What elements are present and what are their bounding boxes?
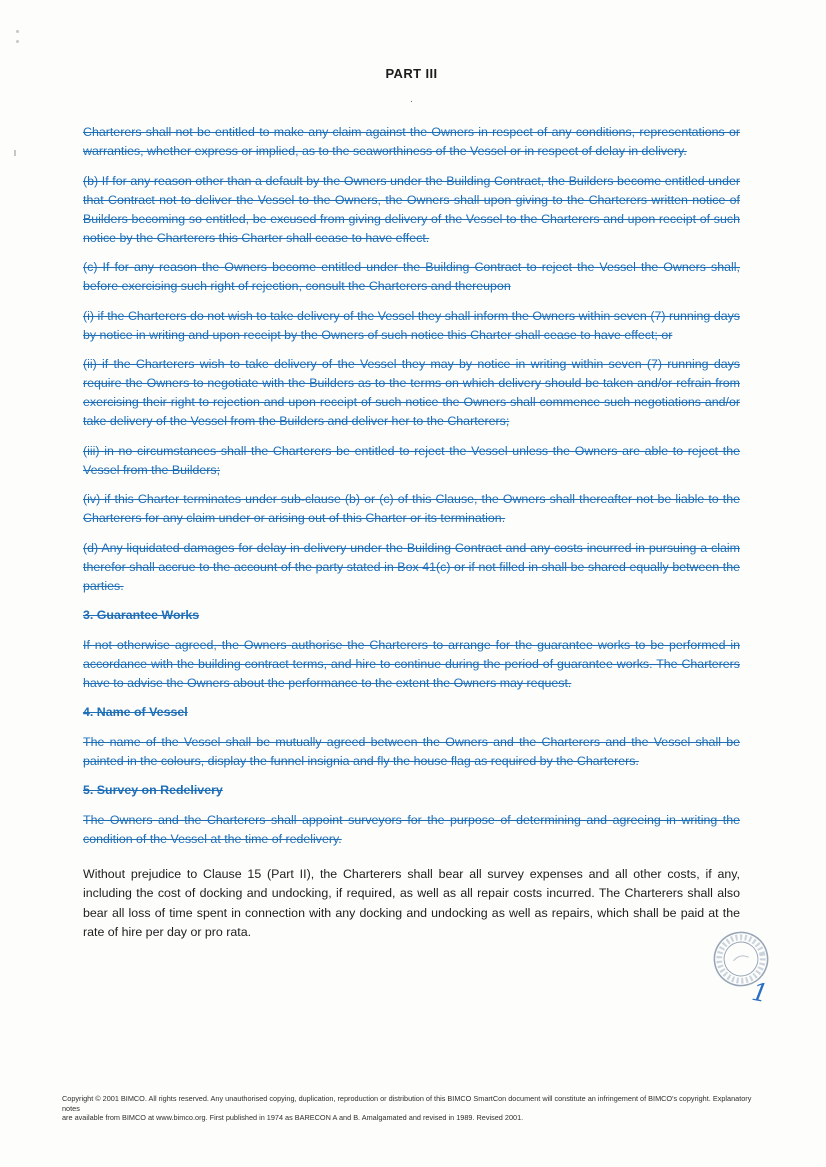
copyright-footer-line-1: Copyright © 2001 BIMCO. All rights reserved. Any unauthorised copying, duplication, reproduction or distribution of this BIMCO SmartCon document will constitute an infringement of BIMCO's copyright. Explanatory notes — [62, 1094, 752, 1113]
active-clause-paragraph: Without prejudice to Clause 15 (Part II), the Charterers shall bear all survey expenses and all other costs, if any, including the cost of docking and undocking, if required, as well as all repair costs incurred. The Charterers shall also bear all loss of time spent in connection with any docking and undocking as well as repairs, which shall be paid at the rate of hire per day or pro rata. — [83, 866, 740, 939]
clause-paragraph-guarantee-works: If not otherwise agreed, the Owners authorise the Charterers to arrange for the guarantee works to be performed in accordance with the building contract terms, and hire to continue during the period of guarantee works. The Charterers have to advise the Owners about the performance to the extent the Owners may request. — [83, 637, 740, 690]
scan-artifact — [14, 150, 16, 156]
scan-artifact — [16, 30, 19, 33]
document-body — [83, 66, 740, 943]
section-heading-survey-on-redelivery: 5. Survey on Redelivery — [83, 783, 223, 797]
section-heading-guarantee-works: 3. Guarantee Works — [83, 608, 200, 622]
clause-paragraph-c: (c) If for any reason the Owners become entitled under the Building Contract to reject the Vessel the Owners shall, before exercising such right of rejection, consult the Charterers and thereupon — [83, 260, 740, 293]
clause-paragraph-survey-on-redelivery: The Owners and the Charterers shall appoint surveyors for the purpose of determining and agreeing in writing the condition of the Vessel at the time of redelivery. — [83, 812, 740, 846]
handwritten-page-mark: 1 — [749, 976, 771, 1009]
clause-paragraph-intro: Charterers shall not be entitled to make any claim against the Owners in respect of any conditions, representations or warranties, whether express or implied, as to the seaworthiness of the Vessel or in respect of delay in delivery. — [83, 125, 740, 158]
section-heading-name-of-vessel: 4. Name of Vessel — [83, 705, 188, 719]
clause-paragraph-d: (d) Any liquidated damages for delay in delivery under the Building Contract and any costs incurred in pursuing a claim therefor shall accrue to the account of the party stated in Box 41(c) or if not filled in shall be shared equally between the parties. — [83, 540, 740, 593]
clause-paragraph-c-iii: (iii) in no circumstances shall the Charterers be entitled to reject the Vessel unless the Owners are able to reject the Vessel from the Builders; — [83, 443, 740, 477]
clause-paragraph-c-iv: (iv) if this Charter terminates under sub-clause (b) or (c) of this Clause, the Owners shall thereafter not be liable to the Charterers for any claim under or arising out of this Charter or its termination. — [83, 492, 740, 525]
clause-paragraph-c-ii: (ii) if the Charterers wish to take delivery of the Vessel they may by notice in writing within seven (7) running days require the Owners to negotiate with the Builders as to the terms on which delivery should be taken and/or refrain from exercising their right to rejection and upon receipt of such notice the Owners shall commence such negotiations and/or take delivery of the Vessel from the Builders and deliver her to the Charterers; — [83, 357, 740, 428]
clause-paragraph-c-i: (i) if the Charterers do not wish to take delivery of the Vessel they shall inform the Owners within seven (7) running days by notice in writing and upon receipt by the Owners of such notice this Charter shall cease to have effect; or — [83, 308, 740, 342]
clause-paragraph-name-of-vessel: The name of the Vessel shall be mutually agreed between the Owners and the Charterers and the Vessel shall be painted in the colours, display the funnel insignia and fly the house flag as required by the Charterers. — [83, 734, 740, 768]
copyright-footer — [62, 1094, 768, 1123]
copyright-footer-line-2: are available from BIMCO at www.bimco.org. First published in 1974 as BARECON A and B. Amalgamated and revised in 1989. Revised 2001. — [62, 1113, 524, 1123]
page-title: PART III — [385, 66, 438, 81]
clause-paragraph-b: (b) If for any reason other than a default by the Owners under the Building Contract, the Builders become entitled under that Contract not to deliver the Vessel to the Owners, the Owners shall upon giving to the Charterers written notice of Builders becoming so entitled, be excused from giving delivery of the Vessel to the Charterers and upon receipt of such notice by the Charterers this Charter shall cease to have effect. — [83, 173, 740, 245]
stray-mark: . — [410, 94, 413, 105]
scan-artifact — [16, 40, 19, 43]
